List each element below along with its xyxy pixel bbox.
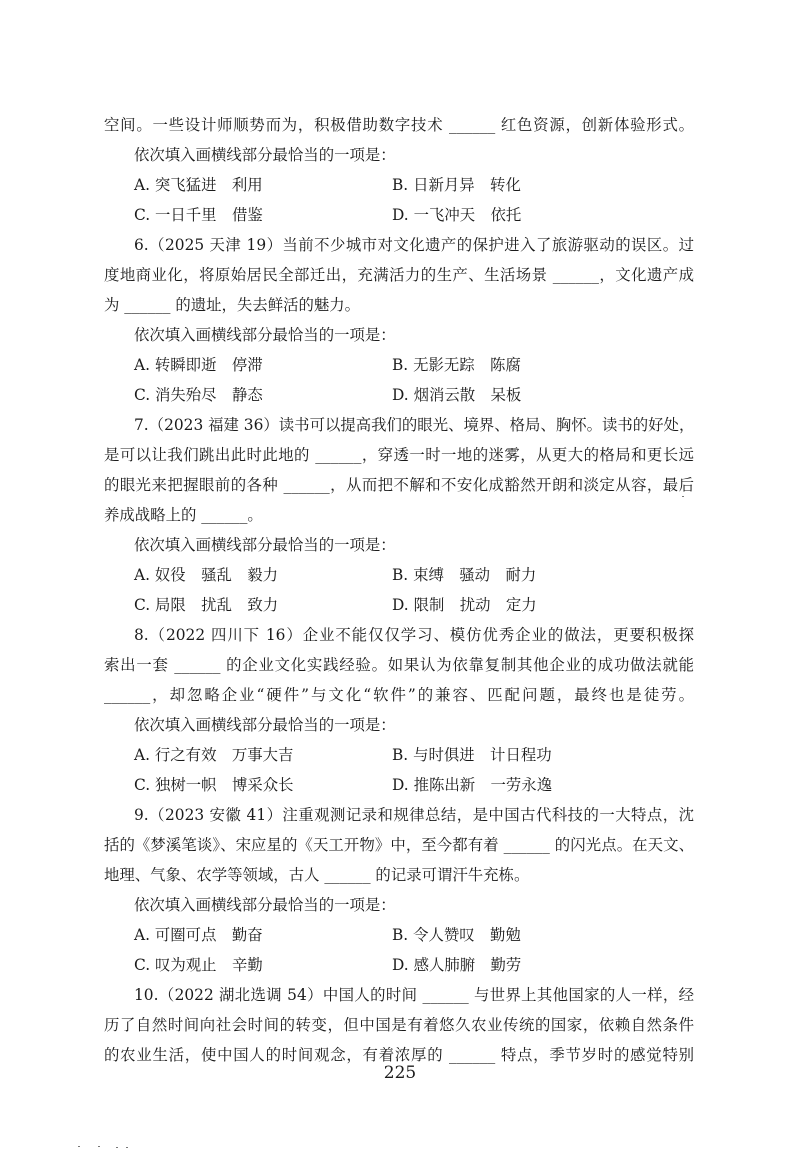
q8-line-1: 8.（2022 四川下 16）企业不能仅仅学习、模仿优秀企业的做法，更要积极探 (134, 626, 694, 644)
q7-option-a: A. 奴役 骚乱 毅力 (134, 566, 279, 584)
q6-option-d: D. 烟消云散 呆板 (392, 386, 522, 404)
q9-line-3: 地理、气象、农学等领域，古人 ______ 的记录可谓汗牛充栋。 (104, 866, 530, 884)
q9-line-2: 括的《梦溪笔谈》、宋应星的《天工开物》中，至今都有着 ______ 的闪光点。在天文、 (104, 836, 694, 854)
intro-prompt: 依次填入画横线部分最恰当的一项是： (134, 146, 396, 164)
q6-line-1: 6.（2025 天津 19）当前不少城市对文化遗产的保护进入了旅游驱动的误区。过 (134, 236, 694, 254)
q9-line-1: 9.（2023 安徽 41）注重观测记录和规律总结，是中国古代科技的一大特点，沈 (134, 806, 694, 824)
q8-prompt: 依次填入画横线部分最恰当的一项是： (134, 716, 396, 734)
q9-option-d: D. 感人肺腑 勤劳 (392, 956, 522, 974)
intro-line-1: 空间。一些设计师顺势而为，积极借助数字技术 ______ 红色资源，创新体验形式。 (104, 116, 694, 134)
q9-option-c: C. 叹为观止 辛勤 (134, 956, 263, 974)
q10-line-1: 10.（2022 湖北选调 54）中国人的时间 ______ 与世界上其他国家的人一样，经 (134, 986, 694, 1004)
q7-option-d: D. 限制 扰动 定力 (392, 596, 537, 614)
q6-line-2: 度地商业化，将原始居民全部迁出，充满活力的生产、生活场景 ______，文化遗产成 (104, 266, 694, 284)
intro-option-a: A. 突飞猛进 利用 (134, 176, 263, 194)
q7-line-4: 养成战略上的 ______。 (104, 506, 263, 524)
q9-option-a: A. 可圈可点 勤奋 (134, 926, 263, 944)
intro-option-c: C. 一日千里 借鉴 (134, 206, 263, 224)
q7-line-2: 是可以让我们跳出此时此地的 ______，穿透一时一地的迷雾，从更大的格局和更长远 (104, 446, 694, 464)
q9-prompt: 依次填入画横线部分最恰当的一项是： (134, 896, 396, 914)
intro-option-b: B. 日新月异 转化 (392, 176, 521, 194)
q6-option-b: B. 无影无踪 陈腐 (392, 356, 521, 374)
q8-option-d: D. 推陈出新 一劳永逸 (392, 776, 553, 794)
scan-speck (98, 1146, 100, 1147)
scan-speck (682, 496, 684, 497)
scan-speck (126, 1147, 128, 1148)
q10-line-2: 历了自然时间向社会时间的转变，但中国是有着悠久农业传统的国家，依赖自然条件 (104, 1016, 694, 1034)
q8-option-a: A. 行之有效 万事大吉 (134, 746, 294, 764)
q7-line-1: 7.（2023 福建 36）读书可以提高我们的眼光、境界、格局、胸怀。读书的好处， (134, 416, 694, 434)
page-number: 225 (383, 1063, 417, 1083)
scan-speck (116, 1147, 118, 1148)
intro-option-d: D. 一飞冲天 依托 (392, 206, 522, 224)
q6-option-c: C. 消失殆尽 静态 (134, 386, 263, 404)
q8-line-3: ______，却忽略企业“硬件”与文化“软件”的兼容、匹配问题，最终也是徒劳。 (104, 686, 694, 704)
q7-option-c: C. 局限 扰乱 致力 (134, 596, 279, 614)
q10-line-3: 的农业生活，使中国人的时间观念，有着浓厚的 ______ 特点，季节岁时的感觉特别 (104, 1046, 694, 1064)
q6-line-3: 为 ______ 的遗址，失去鲜活的魅力。 (104, 296, 361, 314)
q9-option-b: B. 令人赞叹 勤勉 (392, 926, 521, 944)
scan-speck (78, 1146, 80, 1147)
q7-option-b: B. 束缚 骚动 耐力 (392, 566, 537, 584)
q8-option-c: C. 独树一帜 博采众长 (134, 776, 294, 794)
q6-prompt: 依次填入画横线部分最恰当的一项是： (134, 326, 396, 344)
q6-option-a: A. 转瞬即逝 停滞 (134, 356, 263, 374)
q7-prompt: 依次填入画横线部分最恰当的一项是： (134, 536, 396, 554)
q8-option-b: B. 与时俱进 计日程功 (392, 746, 552, 764)
q8-line-2: 索出一套 ______ 的企业文化实践经验。如果认为依靠复制其他企业的成功做法就能 (104, 656, 694, 674)
q7-line-3: 的眼光来把握眼前的各种 ______，从而把不解和不安化成豁然开朗和淡定从容，最后 (104, 476, 694, 494)
